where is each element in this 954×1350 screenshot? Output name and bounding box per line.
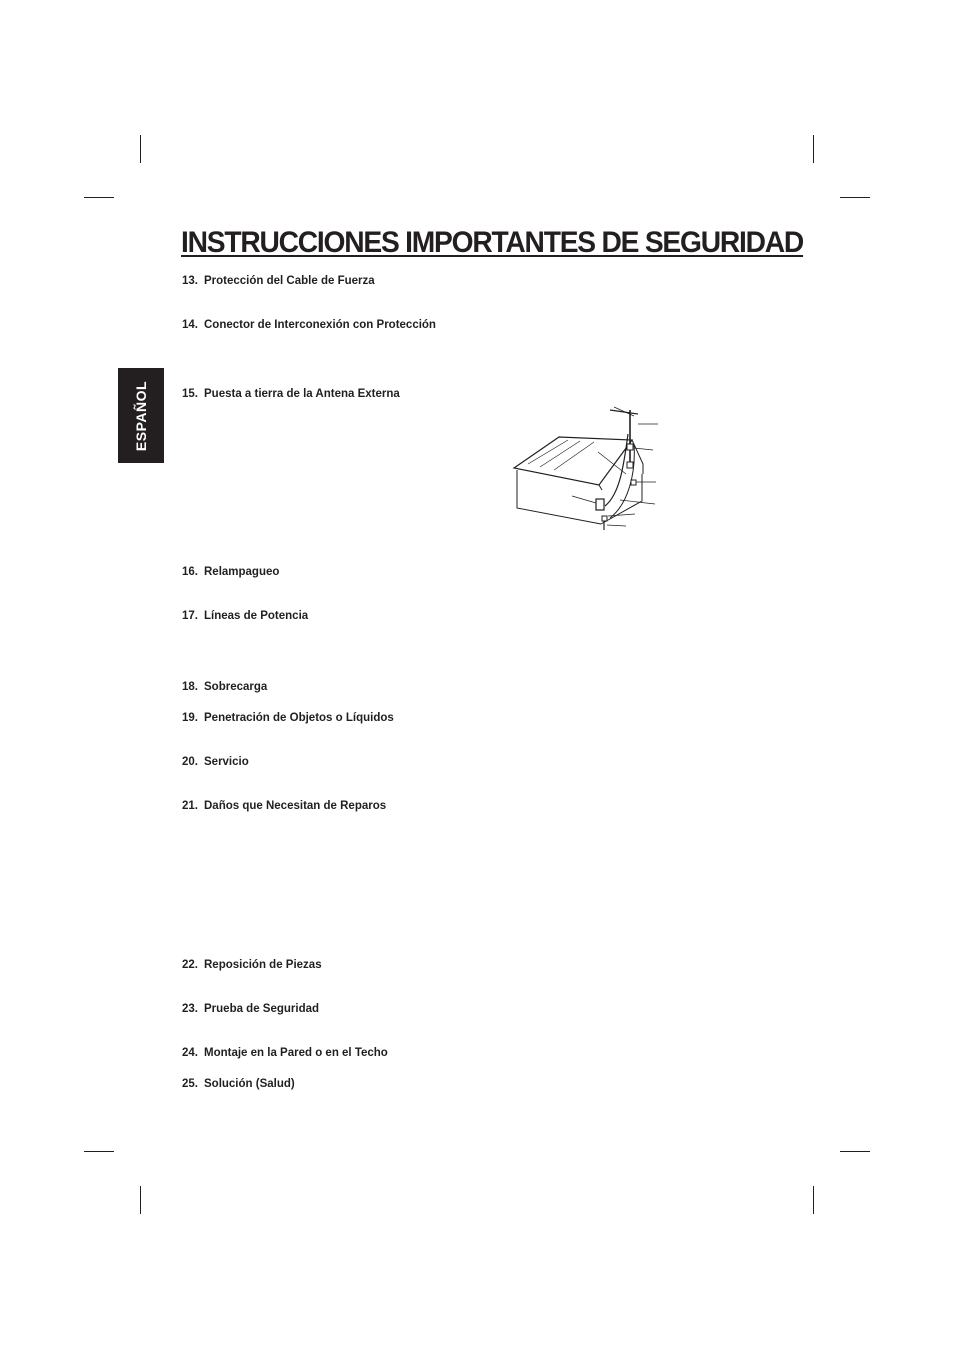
crop-mark-bottom-left-horizontal [84, 1151, 114, 1152]
section-item-16 [182, 566, 279, 578]
section-number: 19. [182, 712, 198, 724]
section-number: 17. [182, 610, 198, 622]
section-number: 16. [182, 566, 198, 578]
crop-mark-bottom-right-vertical [813, 1186, 814, 1214]
section-item-23 [182, 1003, 319, 1015]
section-heading: Prueba de Seguridad [204, 1003, 320, 1015]
roof-edge [599, 485, 602, 490]
section-heading: Servicio [204, 756, 249, 768]
crop-mark-top-left-horizontal [84, 197, 114, 198]
section-number: 21. [182, 800, 198, 812]
section-item-15 [182, 388, 400, 400]
antenna-elements [610, 410, 638, 414]
section-number: 23. [182, 1003, 198, 1015]
section-item-17 [182, 610, 308, 622]
section-item-25 [182, 1078, 295, 1090]
section-heading: Solución (Salud) [204, 1078, 295, 1090]
section-heading: Sobrecarga [204, 681, 268, 693]
section-item-13 [182, 275, 375, 287]
section-item-20 [182, 756, 249, 768]
antenna-grounding-diagram [510, 404, 662, 532]
section-heading: Daños que Necesitan de Reparos [204, 800, 387, 812]
section-heading: Penetración de Objetos o Líquidos [204, 712, 394, 724]
section-item-18 [182, 681, 267, 693]
section-heading: Conector de Interconexión con Protección [204, 319, 436, 331]
section-number: 14. [182, 319, 198, 331]
crop-mark-bottom-left-vertical [140, 1186, 141, 1214]
crop-mark-top-right-vertical [813, 135, 814, 163]
section-number: 22. [182, 959, 198, 971]
section-heading: Montaje en la Pared o en el Techo [204, 1047, 388, 1059]
discharge-unit [596, 499, 604, 510]
section-item-19 [182, 712, 394, 724]
section-heading: Puesta a tierra de la Antena Externa [204, 388, 400, 400]
section-heading: Relampagueo [204, 566, 280, 578]
section-item-21 [182, 800, 386, 812]
section-heading: Reposición de Piezas [204, 959, 322, 971]
antenna-clamp [627, 444, 633, 450]
section-heading: Líneas de Potencia [204, 610, 309, 622]
crop-mark-bottom-right-horizontal [840, 1151, 870, 1152]
section-number: 24. [182, 1047, 198, 1059]
section-number: 20. [182, 756, 198, 768]
language-tab [118, 368, 164, 463]
section-item-22 [182, 959, 322, 971]
section-number: 15. [182, 388, 198, 400]
page-title: INSTRUCCIONES IMPORTANTES DE SEGURIDAD [181, 226, 804, 259]
language-tab-label: ESPAÑOL [133, 380, 149, 451]
house-roof [514, 437, 632, 485]
section-item-24 [182, 1047, 388, 1059]
crop-mark-top-right-horizontal [840, 197, 870, 198]
section-number: 13. [182, 275, 198, 287]
house-antenna-illustration [510, 404, 662, 532]
section-number: 25. [182, 1078, 198, 1090]
section-item-14 [182, 319, 436, 331]
section-heading: Protección del Cable de Fuerza [204, 275, 375, 287]
crop-mark-top-left-vertical [140, 135, 141, 163]
section-number: 18. [182, 681, 198, 693]
